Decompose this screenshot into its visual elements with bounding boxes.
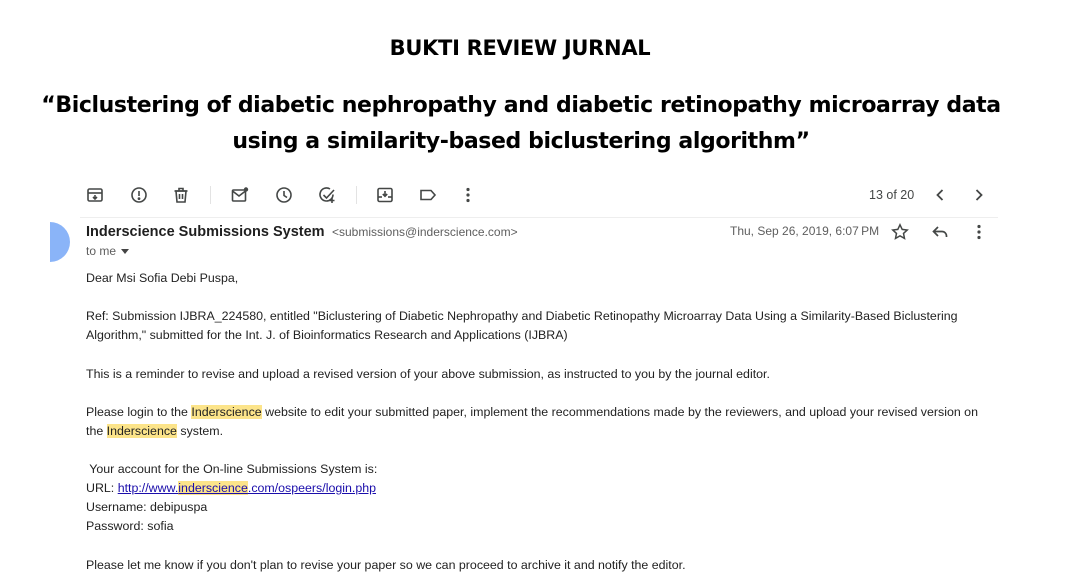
label-icon[interactable]: [418, 185, 438, 205]
url-line: URL: http://www.inderscience.com/ospeers/login.php: [86, 481, 376, 495]
password-line: Password: sofia: [86, 519, 174, 533]
timestamp: Thu, Sep 26, 2019, 6:07 PM: [730, 224, 880, 238]
document-title: BUKTI REVIEW JURNAL: [389, 36, 651, 60]
snooze-icon[interactable]: [274, 185, 294, 205]
report-spam-icon[interactable]: [129, 185, 149, 205]
username-line: Username: debipuspa: [86, 500, 208, 514]
older-chevron-icon[interactable]: [969, 185, 989, 205]
mark-unread-icon[interactable]: [230, 185, 250, 205]
account-intro: Your account for the On-line Submissions System is:: [86, 462, 378, 476]
greeting: Dear Msi Sofia Debi Puspa,: [86, 271, 239, 285]
move-to-icon[interactable]: [375, 185, 395, 205]
login-url-link[interactable]: http://www.inderscience.com/ospeers/login.php: [117, 481, 376, 495]
search-highlight: Inderscience: [191, 405, 262, 419]
ref-paragraph: Ref: Submission IJBRA_224580, entitled "Biclustering of Diabetic Nephropathy and Diabetic Retinopathy Microarray Data Using a Similarity-Based Biclustering Algorithm," submitted for the Int. J. of Bioinformatics Research and Applications (IJBRA): [86, 309, 958, 342]
newer-chevron-icon[interactable]: [930, 185, 950, 205]
login-paragraph: Please login to the Inderscience website to edit your submitted paper, implement the recommendations made by the reviewers, and upload your revised version on the Inderscience system.: [86, 405, 978, 438]
email-toolbar: [80, 181, 1000, 209]
sender-line: [86, 223, 518, 241]
more-vert-icon[interactable]: [969, 222, 989, 242]
reminder-paragraph: This is a reminder to revise and upload a revised version of your above submission, as instructed to you by the journal editor.: [86, 367, 770, 381]
caret-down-icon: [121, 249, 129, 254]
delete-icon[interactable]: [171, 185, 191, 205]
star-icon[interactable]: [890, 222, 910, 242]
sender-email: <submissions@inderscience.com>: [332, 225, 518, 239]
archive-icon[interactable]: [85, 185, 105, 205]
closing-paragraph: Please let me know if you don't plan to revise your paper so we can proceed to archive it and notify the editor.: [86, 558, 686, 572]
recipient-label: to me: [86, 244, 117, 258]
reply-icon[interactable]: [930, 222, 950, 242]
sender-name[interactable]: Inderscience Submissions System: [86, 224, 325, 240]
search-highlight: Inderscience: [106, 424, 177, 438]
pager-count: 13 of 20: [869, 188, 915, 202]
header-divider: [80, 217, 998, 218]
add-to-tasks-icon[interactable]: [317, 185, 337, 205]
more-icon[interactable]: [458, 185, 478, 205]
recipient-toggle[interactable]: [86, 244, 129, 258]
paper-title: “Biclustering of diabetic nephropathy and diabetic retinopathy microarray data using a similarity-based biclustering algorithm”: [41, 93, 1001, 154]
